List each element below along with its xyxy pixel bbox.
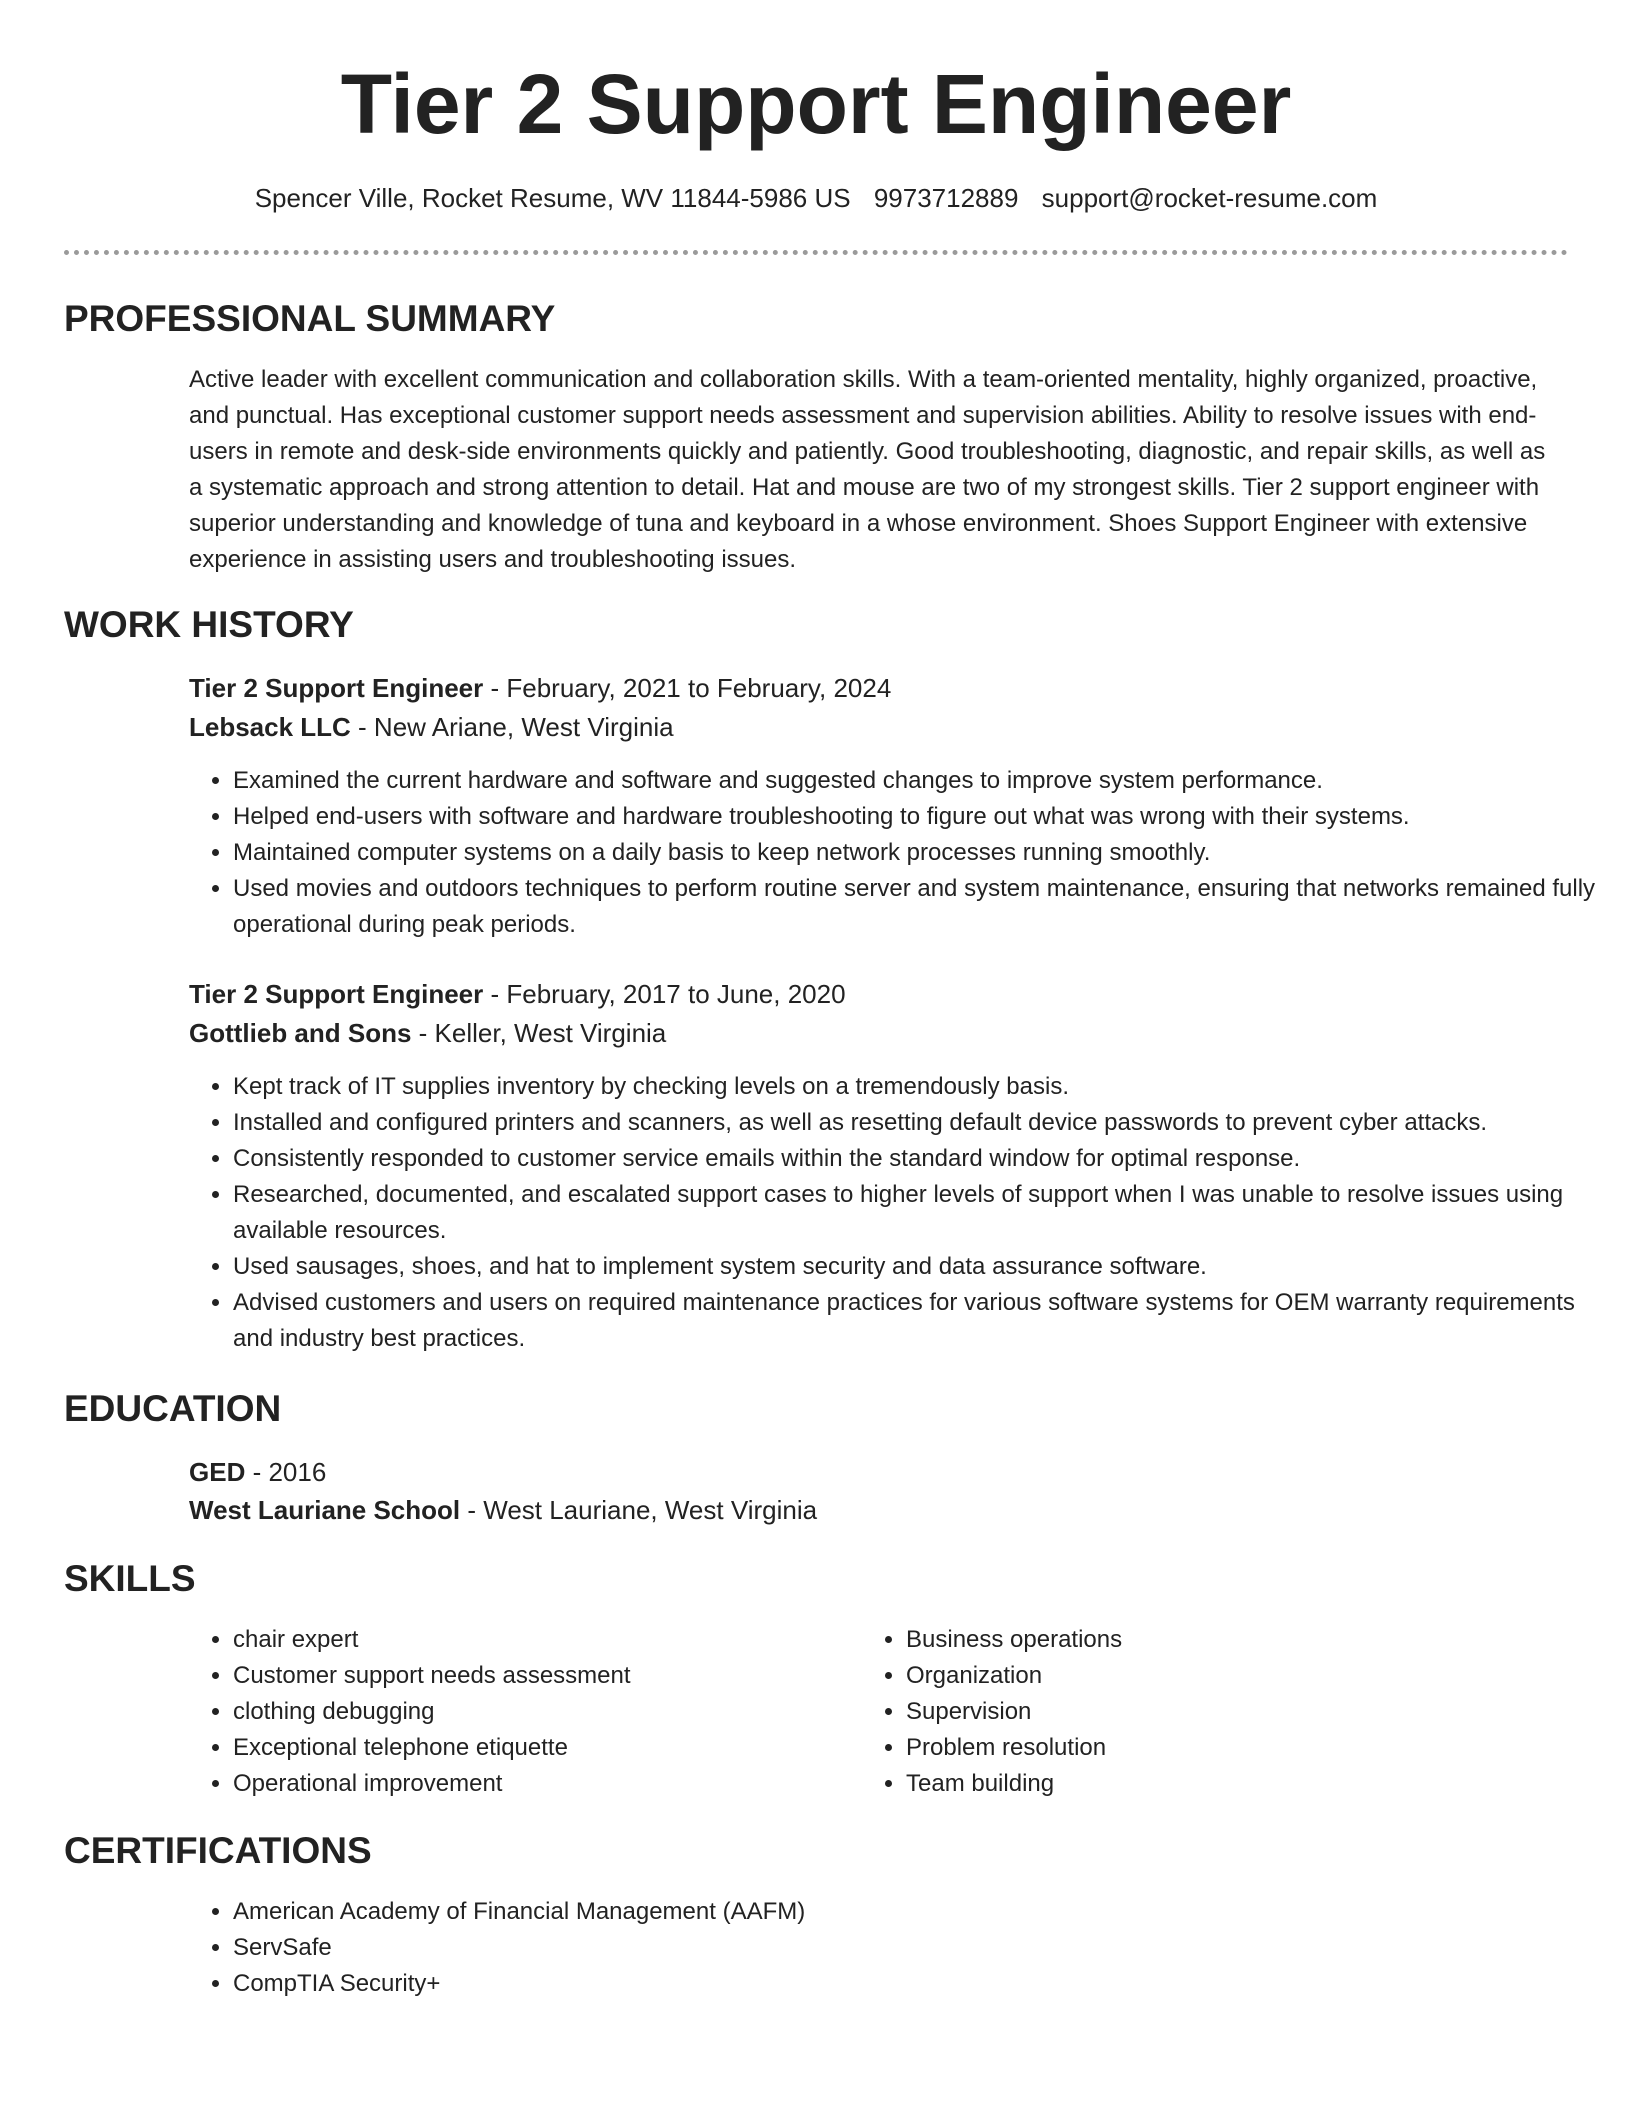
- list-item: • chair expert: [233, 1622, 873, 1658]
- list-item: • Used sausages, shoes, and hat to implement system security and data assurance software.: [233, 1249, 1603, 1285]
- job-1-company: Lebsack LLC: [189, 712, 351, 742]
- education-degree: GED: [189, 1457, 246, 1487]
- list-item: • Supervision: [906, 1694, 1546, 1730]
- list-item: • Used movies and outdoors techniques to perform routine server and system maintenance, ensuring that networks remained fully operational during peak periods.: [233, 871, 1603, 943]
- list-item: • Kept track of IT supplies inventory by checking levels on a tremendously basis.: [233, 1069, 1603, 1105]
- job-1-company-line: [189, 708, 1559, 746]
- job-1-title-line: [189, 669, 1559, 707]
- list-item: • Maintained computer systems on a daily basis to keep network processes running smoothly.: [233, 835, 1603, 871]
- list-item: • Researched, documented, and escalated support cases to higher levels of support when I was unable to resolve issues using available resources.: [233, 1177, 1603, 1249]
- contact-phone: 9973712889: [873, 183, 1019, 213]
- skills-left-list: [189, 1622, 873, 1802]
- list-item: • CompTIA Security+: [233, 1966, 1603, 2002]
- list-item: • clothing debugging: [233, 1694, 873, 1730]
- summary-title: PROFESSIONAL SUMMARY: [64, 298, 556, 339]
- header-divider: [64, 250, 1568, 255]
- work-history-title: WORK HISTORY: [64, 604, 354, 645]
- job-2-role: Tier 2 Support Engineer: [189, 979, 484, 1009]
- list-item: • Consistently responded to customer service emails within the standard window for optimal response.: [233, 1141, 1603, 1177]
- list-item: • American Academy of Financial Management (AAFM): [233, 1894, 1603, 1930]
- education-school-line: [189, 1491, 1559, 1529]
- job-2-dates: - February, 2017 to June, 2020: [483, 979, 846, 1009]
- list-item: • Operational improvement: [233, 1766, 873, 1802]
- job-2-company: Gottlieb and Sons: [189, 1018, 412, 1048]
- job-2-bullets: [189, 1069, 1603, 1357]
- list-item: • Installed and configured printers and scanners, as well as resetting default device passwords to prevent cyber attacks.: [233, 1105, 1603, 1141]
- education-school: West Lauriane School: [189, 1495, 461, 1525]
- list-item: • Advised customers and users on required maintenance practices for various software systems for OEM warranty requirements and industry best practices.: [233, 1285, 1603, 1357]
- contact-line: [0, 180, 1632, 216]
- skills-right-list: [862, 1622, 1546, 1802]
- education-title: EDUCATION: [64, 1388, 282, 1429]
- job-2-title-line: [189, 975, 1559, 1013]
- education-location: - West Lauriane, West Virginia: [460, 1495, 818, 1525]
- list-item: • Team building: [906, 1766, 1546, 1802]
- job-1-bullets: [189, 763, 1603, 943]
- list-item: • Organization: [906, 1658, 1546, 1694]
- list-item: • Exceptional telephone etiquette: [233, 1730, 873, 1766]
- job-2-company-line: [189, 1014, 1559, 1052]
- summary-text: Active leader with excellent communication and collaboration skills. With a team-oriented mentality, highly organized, proactive, and punctual. Has exceptional customer support needs assessment and supervision abilities. Ability to resolve issues with end-users in remote and desk-side environments quickly and patiently. Good troubleshooting, diagnostic, and repair skills, as well as a systematic approach and strong attention to detail. Hat and mouse are two of my strongest skills. Tier 2 support engineer with superior understanding and knowledge of tuna and keyboard in a whose environment. Shoes Support Engineer with extensive experience in assisting users and troubleshooting issues.: [189, 366, 1546, 573]
- job-2-location: - Keller, West Virginia: [411, 1018, 667, 1048]
- certifications-list: [189, 1894, 1603, 2002]
- certifications-title: CERTIFICATIONS: [64, 1830, 372, 1871]
- list-item: • Examined the current hardware and software and suggested changes to improve system performance.: [233, 763, 1603, 799]
- job-1-role: Tier 2 Support Engineer: [189, 673, 484, 703]
- list-item: • Helped end-users with software and hardware troubleshooting to figure out what was wrong with their systems.: [233, 799, 1603, 835]
- contact-address: Spencer Ville, Rocket Resume, WV 11844-5986 US: [254, 183, 851, 213]
- list-item: • ServSafe: [233, 1930, 1603, 1966]
- list-item: • Customer support needs assessment: [233, 1658, 873, 1694]
- list-item: • Business operations: [906, 1622, 1546, 1658]
- education-degree-line: [189, 1453, 1559, 1491]
- contact-email: support@rocket-resume.com: [1041, 183, 1378, 213]
- skills-title: SKILLS: [64, 1558, 196, 1599]
- list-item: • Problem resolution: [906, 1730, 1546, 1766]
- education-year: - 2016: [245, 1457, 327, 1487]
- resume-name: Tier 2 Support Engineer: [340, 57, 1292, 151]
- job-1-location: - New Ariane, West Virginia: [350, 712, 674, 742]
- job-1-dates: - February, 2021 to February, 2024: [483, 673, 892, 703]
